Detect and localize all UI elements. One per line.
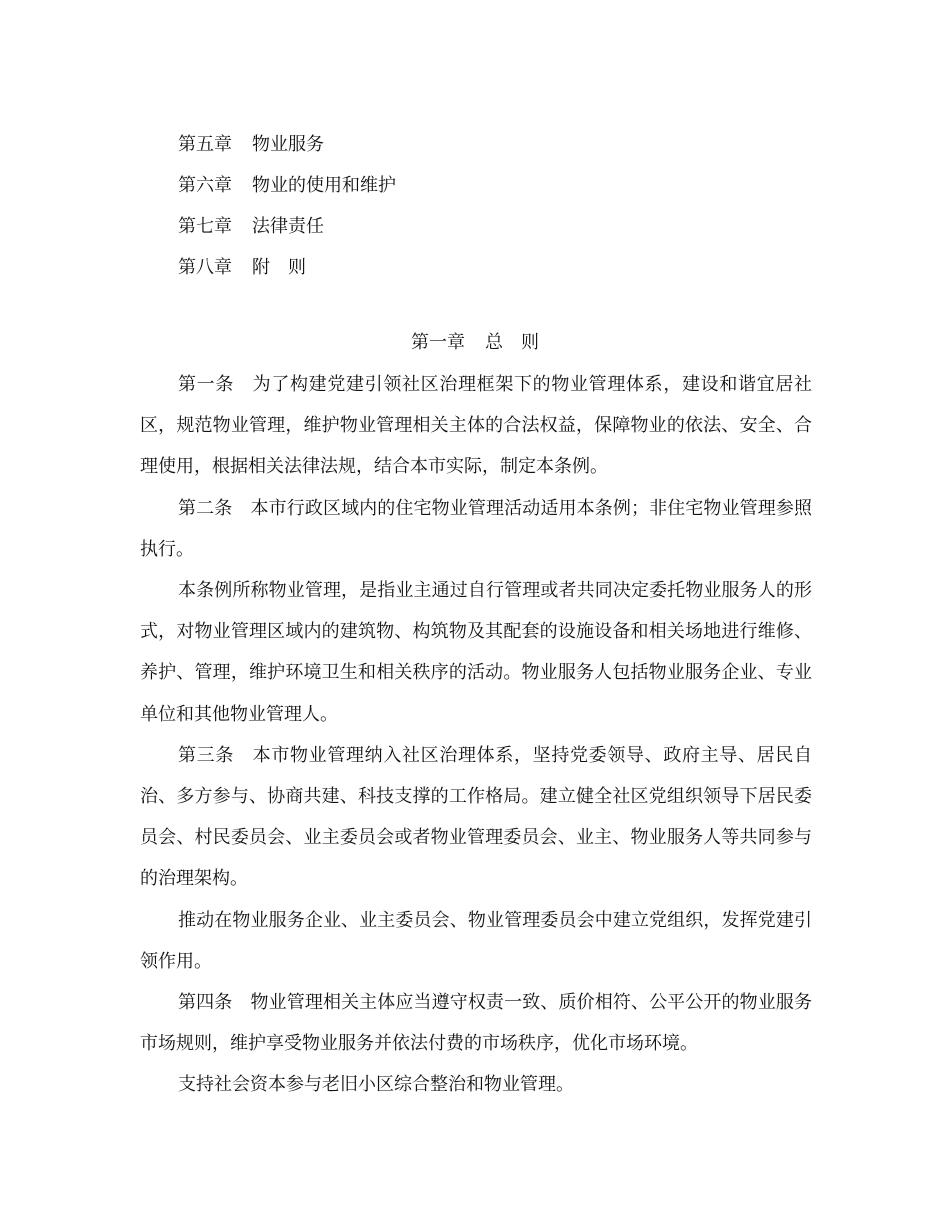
- toc-chapter-title: 法律责任: [252, 216, 324, 237]
- paragraph-text: 推动在物业服务企业、业主委员会、物业管理委员会中建立党组织，发挥党建引领作用。: [140, 909, 812, 972]
- chapter-title: 总 则: [485, 332, 539, 353]
- toc-chapter-number: 第八章: [178, 257, 232, 278]
- toc-chapter-number: 第七章: [178, 216, 232, 237]
- paragraph: [140, 982, 812, 1064]
- article-number: 第一条: [178, 374, 234, 395]
- toc-chapter-title: 附 则: [252, 257, 306, 278]
- toc-chapter-number: 第五章: [178, 134, 232, 155]
- toc-chapter-title: 物业服务: [252, 134, 324, 155]
- paragraph: [140, 364, 812, 488]
- paragraph-text: 物业管理相关主体应当遵守权责一致、质价相符、公平公开的物业服务市场规则，维护享受物业服务并依法付费的市场秩序，优化市场环境。: [140, 992, 813, 1055]
- toc-item: [178, 247, 778, 288]
- paragraph-text: 支持社会资本参与老旧小区综合整治和物业管理。: [178, 1074, 574, 1096]
- document-body: [140, 364, 812, 1106]
- paragraph: [140, 900, 812, 982]
- paragraph-text: 本市行政区域内的住宅物业管理活动适用本条例；非住宅物业管理参照执行。: [140, 497, 813, 560]
- toc-item: [178, 206, 778, 247]
- article-number: 第四条: [178, 992, 233, 1014]
- chapter-heading: [0, 324, 950, 362]
- article-number: 第二条: [178, 497, 233, 519]
- chapter-number: 第一章: [411, 332, 465, 353]
- toc-chapter-title: 物业的使用和维护: [252, 175, 396, 196]
- toc-chapter-number: 第六章: [178, 175, 232, 196]
- paragraph-text: 本条例所称物业管理，是指业主通过自行管理或者共同决定委托物业服务人的形式，对物业管理区域内的建筑物、构筑物及其配套的设施设备和相关场地进行维修、养护、管理，维护环境卫生和相关秩序的活动。物业服务人包括物业服务企业、专业单位和其他物业管理人。: [140, 580, 812, 725]
- article-number: 第三条: [178, 744, 234, 766]
- paragraph-text: 本市物业管理纳入社区治理体系，坚持党委领导、政府主导、居民自治、多方参与、协商共建、科技支撑的工作格局。建立健全社区党组织领导下居民委员会、村民委员会、业主委员会或者物业管理委员会、业主、物业服务人等共同参与的治理架构。: [140, 744, 812, 890]
- paragraph: [140, 1064, 812, 1105]
- paragraph: [140, 735, 812, 900]
- toc-item: [178, 124, 778, 165]
- table-of-contents: [178, 124, 778, 288]
- paragraph-text: 为了构建党建引领社区治理框架下的物业管理体系，建设和谐宜居社区，规范物业管理，维护物业管理相关主体的合法权益，保障物业的依法、安全、合理使用，根据相关法律法规，结合本市实际，制定本条例。: [140, 374, 812, 478]
- paragraph: [140, 488, 812, 570]
- paragraph: [140, 570, 812, 735]
- toc-item: [178, 165, 778, 206]
